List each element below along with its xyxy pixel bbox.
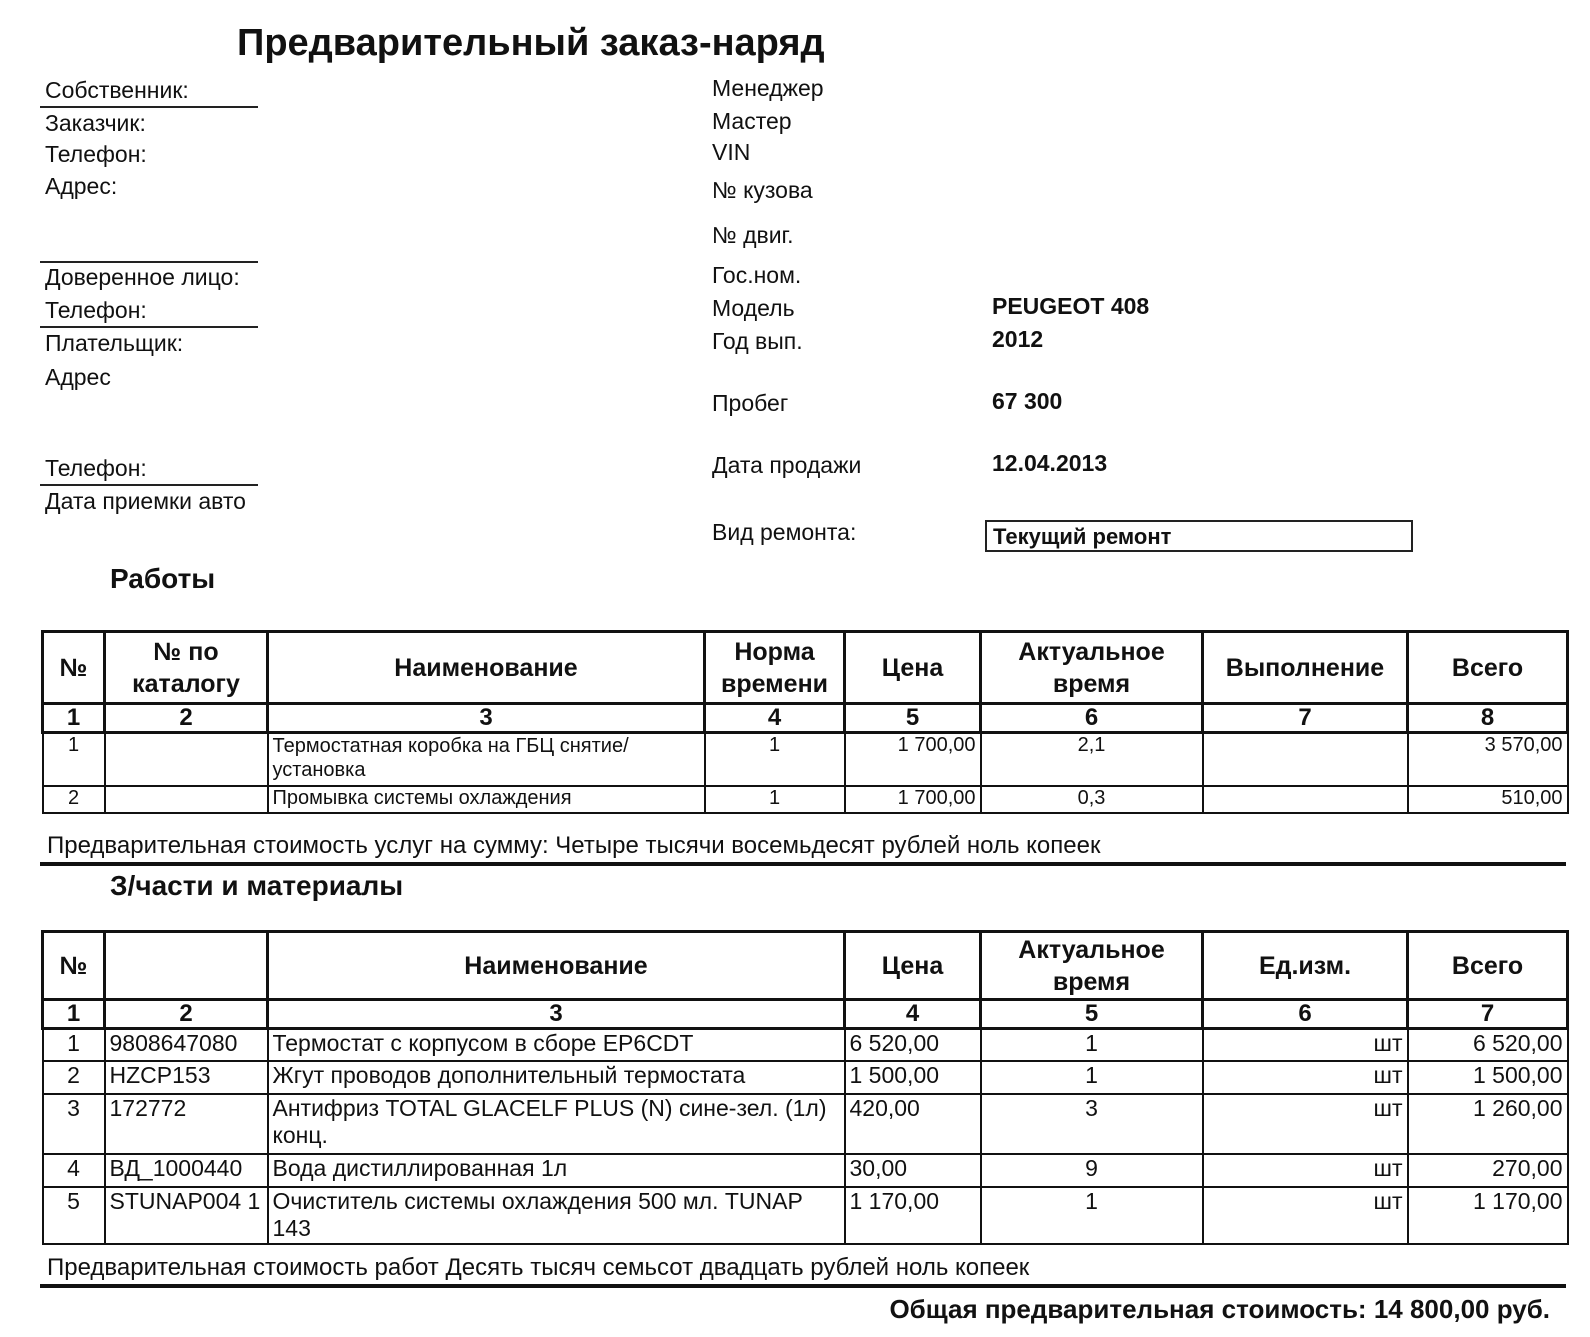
works-colnum: 1 — [43, 704, 105, 733]
cell-price: 420,00 — [845, 1094, 981, 1154]
cell-total: 270,00 — [1408, 1154, 1568, 1187]
cell-price: 1 700,00 — [845, 786, 981, 813]
parts-table — [41, 930, 1569, 1245]
owner-underline — [40, 106, 258, 108]
sale-date-label: Дата продажи — [712, 452, 862, 478]
works-colnum: 5 — [845, 704, 981, 733]
cell-code: 9808647080 — [105, 1029, 268, 1061]
table-row — [43, 1061, 1568, 1094]
parts-colnum: 3 — [268, 1000, 845, 1029]
cell-qty: 9 — [981, 1154, 1203, 1187]
works-colnum: 4 — [705, 704, 845, 733]
cell-norm: 1 — [705, 786, 845, 813]
works-col-norm: Норма времени — [705, 632, 845, 704]
works-summary: Предварительная стоимость услуг на сумму: Четыре тысячи восемьдесят рублей ноль копеек — [47, 832, 1101, 859]
cell-total: 1 500,00 — [1408, 1061, 1568, 1094]
parts-heading: З/части и материалы — [110, 870, 404, 901]
cell-no: 2 — [43, 786, 105, 813]
repair-type-value: Текущий ремонт — [993, 524, 1172, 549]
customer-label: Заказчик: — [45, 110, 146, 136]
works-colnum: 8 — [1408, 704, 1568, 733]
table-row — [43, 1154, 1568, 1187]
works-heading: Работы — [110, 563, 216, 594]
cell-price: 6 520,00 — [845, 1029, 981, 1061]
cell-name: Очиститель системы охлаждения 500 мл. TUNAP 143 — [268, 1187, 845, 1244]
works-colnum: 6 — [981, 704, 1203, 733]
cell-name: Антифриз TOTAL GLACELF PLUS (N) сине-зел. (1л) конц. — [268, 1094, 845, 1154]
cell-price: 1 170,00 — [845, 1187, 981, 1244]
parts-colnum: 2 — [105, 1000, 268, 1029]
cell-unit: шт — [1203, 1187, 1408, 1244]
address-label-2: Адрес — [45, 364, 111, 390]
parts-colnum: 7 — [1408, 1000, 1568, 1029]
model-label: Модель — [712, 295, 795, 321]
cell-code: HZCP153 — [105, 1061, 268, 1094]
cell-total: 510,00 — [1408, 786, 1568, 813]
trustee-label: Доверенное лицо: — [45, 264, 240, 290]
works-col-no: № — [43, 632, 105, 704]
cell-price: 30,00 — [845, 1154, 981, 1187]
parts-colnum: 6 — [1203, 1000, 1408, 1029]
works-colnum: 2 — [105, 704, 268, 733]
master-label: Мастер — [712, 108, 792, 134]
cell-done — [1203, 733, 1408, 786]
works-summary-rule — [40, 862, 1566, 866]
cell-no: 2 — [43, 1061, 105, 1094]
works-colnum-row — [43, 704, 1568, 733]
engine-no-label: № двиг. — [712, 222, 794, 248]
mileage-label: Пробег — [712, 390, 789, 416]
cell-total: 1 170,00 — [1408, 1187, 1568, 1244]
cell-qty: 1 — [981, 1061, 1203, 1094]
works-header-row — [43, 632, 1568, 704]
phone2-underline — [40, 326, 258, 328]
parts-col-code — [105, 932, 268, 1000]
cell-name: Промывка системы охлаждения — [268, 786, 705, 813]
sale-date-value: 12.04.2013 — [992, 450, 1108, 476]
cell-no: 4 — [43, 1154, 105, 1187]
works-col-total: Всего — [1408, 632, 1568, 704]
table-row — [43, 786, 1568, 813]
phone3-underline — [40, 484, 258, 486]
page-title: Предварительный заказ-наряд — [237, 22, 825, 64]
cell-price: 1 500,00 — [845, 1061, 981, 1094]
cell-code: ВД_1000440 — [105, 1154, 268, 1187]
parts-col-actual: Актуальное время — [981, 932, 1203, 1000]
works-table — [41, 630, 1569, 814]
works-col-done: Выполнение — [1203, 632, 1408, 704]
cell-unit: шт — [1203, 1094, 1408, 1154]
cell-done — [1203, 786, 1408, 813]
cell-qty: 1 — [981, 1029, 1203, 1061]
parts-colnum: 4 — [845, 1000, 981, 1029]
accept-date-label: Дата приемки авто — [45, 488, 246, 514]
model-value: PEUGEOT 408 — [992, 293, 1150, 319]
cell-code: 172772 — [105, 1094, 268, 1154]
cell-qty: 3 — [981, 1094, 1203, 1154]
cell-code: STUNAP004 1 — [105, 1187, 268, 1244]
cell-unit: шт — [1203, 1029, 1408, 1061]
cell-name: Вода дистиллированная 1л — [268, 1154, 845, 1187]
cell-name: Термостатная коробка на ГБЦ снятие/установка — [268, 733, 705, 786]
cell-norm: 1 — [705, 733, 845, 786]
cell-catalog — [105, 786, 268, 813]
parts-summary: Предварительная стоимость работ Десять тысяч семьсот двадцать рублей ноль копеек — [47, 1254, 1030, 1281]
works-col-catalog: № по каталогу — [105, 632, 268, 704]
parts-colnum-row — [43, 1000, 1568, 1029]
grand-total: Общая предварительная стоимость: 14 800,00 руб. — [889, 1294, 1550, 1324]
table-row — [43, 1094, 1568, 1154]
cell-total: 1 260,00 — [1408, 1094, 1568, 1154]
cell-total: 3 570,00 — [1408, 733, 1568, 786]
cell-catalog — [105, 733, 268, 786]
repair-type-box — [985, 520, 1413, 552]
cell-unit: шт — [1203, 1061, 1408, 1094]
payer-label: Плательщик: — [45, 330, 184, 356]
works-col-name: Наименование — [268, 632, 705, 704]
phone-label-2: Телефон: — [45, 297, 147, 323]
parts-col-name: Наименование — [268, 932, 845, 1000]
owner-label: Собственник: — [45, 77, 189, 103]
works-col-actual: Актуальное время — [981, 632, 1203, 704]
cell-actual: 2,1 — [981, 733, 1203, 786]
mileage-value: 67 300 — [992, 388, 1063, 414]
works-colnum: 3 — [268, 704, 705, 733]
parts-col-no: № — [43, 932, 105, 1000]
body-no-label: № кузова — [712, 177, 813, 203]
address-label-1: Адрес: — [45, 173, 118, 199]
cell-total: 6 520,00 — [1408, 1029, 1568, 1061]
cell-price: 1 700,00 — [845, 733, 981, 786]
parts-col-price: Цена — [845, 932, 981, 1000]
address-underline — [40, 261, 258, 263]
parts-summary-rule — [40, 1284, 1566, 1288]
cell-no: 1 — [43, 733, 105, 786]
parts-header-row — [43, 932, 1568, 1000]
phone-label-3: Телефон: — [45, 455, 147, 481]
vin-label: VIN — [712, 139, 751, 165]
table-row — [43, 733, 1568, 786]
parts-col-unit: Ед.изм. — [1203, 932, 1408, 1000]
table-row — [43, 1187, 1568, 1244]
phone-label-1: Телефон: — [45, 141, 147, 167]
cell-name: Термостат с корпусом в сборе EP6CDT — [268, 1029, 845, 1061]
cell-qty: 1 — [981, 1187, 1203, 1244]
year-label: Год вып. — [712, 328, 803, 354]
manager-label: Менеджер — [712, 75, 824, 101]
parts-colnum: 1 — [43, 1000, 105, 1029]
repair-type-label: Вид ремонта: — [712, 519, 857, 545]
parts-col-total: Всего — [1408, 932, 1568, 1000]
parts-colnum: 5 — [981, 1000, 1203, 1029]
table-row — [43, 1029, 1568, 1061]
works-col-price: Цена — [845, 632, 981, 704]
cell-actual: 0,3 — [981, 786, 1203, 813]
cell-unit: шт — [1203, 1154, 1408, 1187]
year-value: 2012 — [992, 326, 1044, 352]
cell-no: 1 — [43, 1029, 105, 1061]
cell-name: Жгут проводов дополнительный термостата — [268, 1061, 845, 1094]
cell-no: 5 — [43, 1187, 105, 1244]
plate-label: Гос.ном. — [712, 262, 802, 288]
cell-no: 3 — [43, 1094, 105, 1154]
works-colnum: 7 — [1203, 704, 1408, 733]
